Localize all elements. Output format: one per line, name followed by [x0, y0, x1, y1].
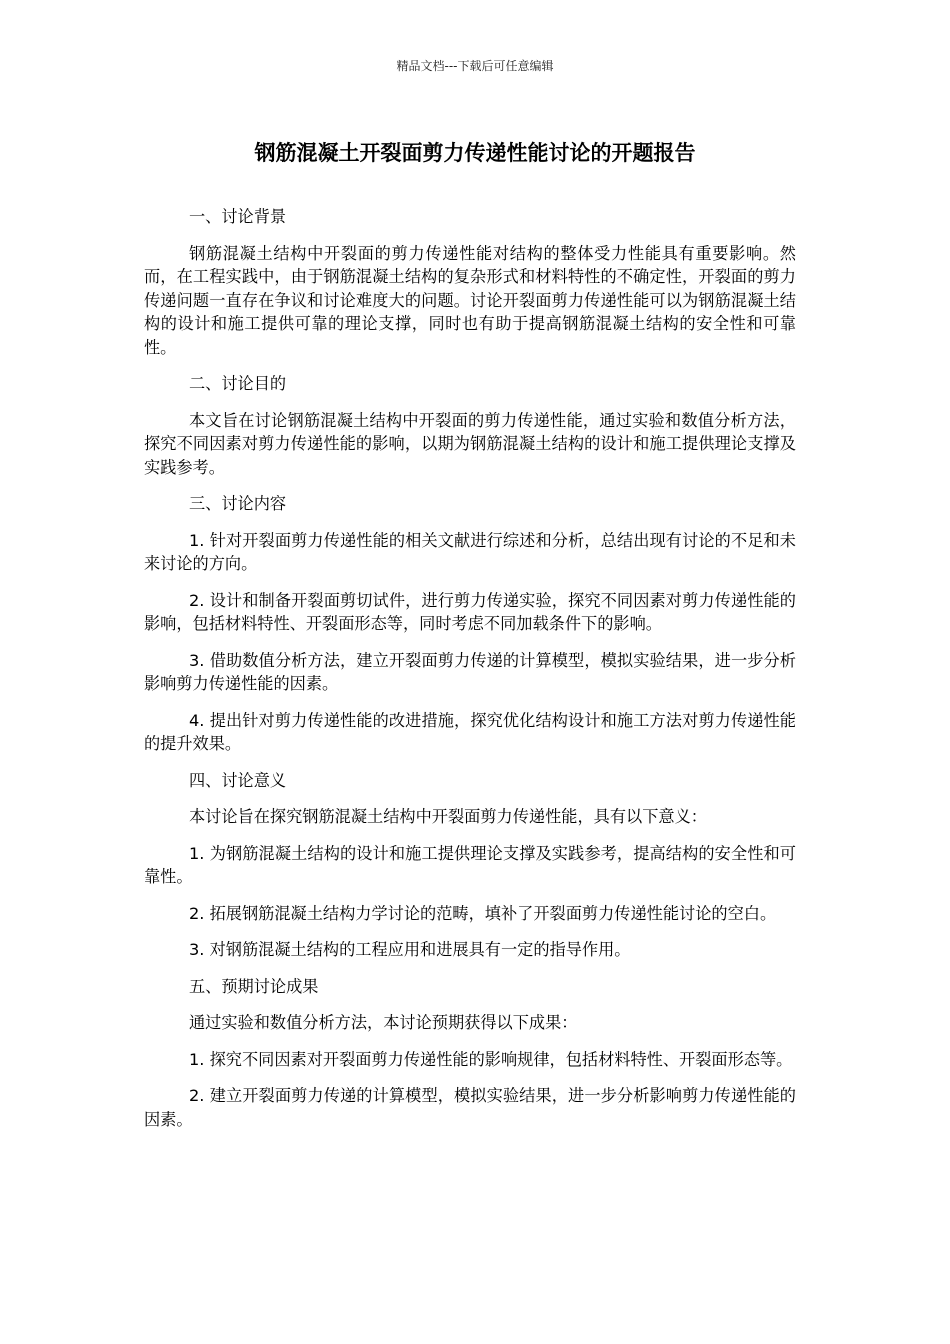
list-item-significance-2: 2. 拓展钢筋混凝土结构力学讨论的范畴，填补了开裂面剪力传递性能讨论的空白。 [189, 903, 777, 923]
paragraph-purpose: 本文旨在讨论钢筋混凝土结构中开裂面的剪力传递性能，通过实验和数值分析方法，探究不同因素对剪力传递性能的影响，以期为钢筋混凝土结构的设计和施工提供理论支撑及实践参考。 [144, 410, 796, 477]
list-item-expected-results-2: 2. 建立开裂面剪力传递的计算模型，模拟实验结果，进一步分析影响剪力传递性能的因素。 [144, 1086, 796, 1129]
page-header: 精品文档---下载后可任意编辑 [396, 59, 554, 73]
document-body [144, 205, 796, 1144]
section-heading-purpose: 二、讨论目的 [189, 374, 287, 393]
section-heading-expected-results: 五、预期讨论成果 [189, 976, 319, 996]
paragraph-significance-intro: 本讨论旨在探究钢筋混凝土结构中开裂面剪力传递性能，具有以下意义： [189, 807, 707, 826]
section-heading-content: 三、讨论内容 [189, 494, 287, 513]
list-item-expected-results-1: 1. 探究不同因素对开裂面剪力传递性能的影响规律，包括材料特性、开裂面形态等。 [189, 1049, 793, 1069]
list-item-content-3: 3. 借助数值分析方法，建立开裂面剪力传递的计算模型，模拟实验结果，进一步分析影响剪力传递性能的因素。 [144, 650, 796, 693]
paragraph-background: 钢筋混凝土结构中开裂面的剪力传递性能对结构的整体受力性能具有重要影响。然而，在工程实践中，由于钢筋混凝土结构的复杂形式和材料特性的不确定性，开裂面的剪力传递问题一直存在争议和讨论难度大的问题。讨论开裂面剪力传递性能可以为钢筋混凝土结构的设计和施工提供可靠的理论支撑，同时也有助于提高钢筋混凝土结构的安全性和可靠性。 [144, 243, 796, 357]
paragraph-expected-results-intro: 通过实验和数值分析方法，本讨论预期获得以下成果： [189, 1013, 578, 1032]
list-item-significance-1: 1. 为钢筋混凝土结构的设计和施工提供理论支撑及实践参考，提高结构的安全性和可靠性。 [144, 843, 796, 886]
document-title: 钢筋混凝土开裂面剪力传递性能讨论的开题报告 [254, 141, 696, 165]
list-item-content-4: 4. 提出针对剪力传递性能的改进措施，探究优化结构设计和施工方法对剪力传递性能的提升效果。 [144, 710, 796, 753]
section-heading-significance: 四、讨论意义 [189, 770, 287, 790]
list-item-content-2: 2. 设计和制备开裂面剪切试件，进行剪力传递实验，探究不同因素对剪力传递性能的影响，包括材料特性、开裂面形态等，同时考虑不同加载条件下的影响。 [144, 590, 796, 633]
list-item-content-1: 1. 针对开裂面剪力传递性能的相关文献进行综述和分析，总结出现有讨论的不足和未来讨论的方向。 [144, 530, 796, 573]
list-item-significance-3: 3. 对钢筋混凝土结构的工程应用和进展具有一定的指导作用。 [189, 940, 631, 959]
section-heading-background: 一、讨论背景 [189, 207, 287, 226]
